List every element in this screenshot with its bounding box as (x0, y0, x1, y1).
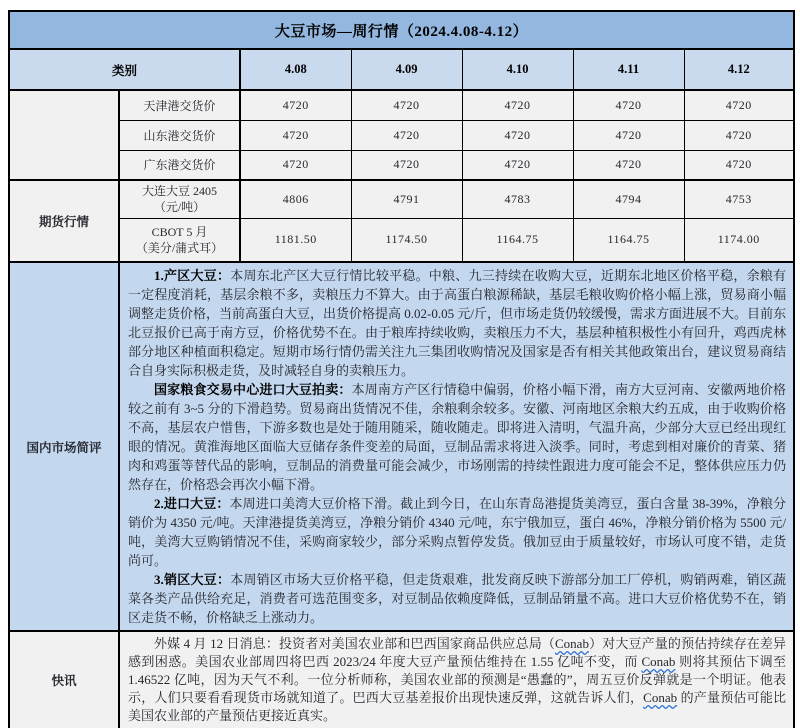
paragraph: 国家粮食交易中心进口大豆拍卖：本周南方产区行情稳中偏弱，价格小幅下滑，南方大豆河南、安徽两地价格较之前有 3~5 分的下滑趋势。贸易商出货情况不佳，余粮剩余较多。安徽、河南地区余粮大约五成，由于收购价格不高，基层农户惜售，下游多数也是处于随用随采，随收随走。即将进入清明，气温升高，少部分大豆已经出现红眼的情况。黄淮海地区面临大豆储存条件变差的局面，豆制品需求将进入淡季。同时，考虑到相对廉价的青菜、猪肉和鸡蛋等替代品的影响，豆制品的消费量可能会减少，市场刚需的持续性跟进力度可能会不足，整体供应压力仍然存在，价格恐会再次小幅下滑。 (128, 382, 787, 492)
price-cell: 1174.00 (684, 218, 794, 262)
price-cell: 4720 (351, 120, 462, 150)
review-row (9, 262, 794, 631)
futures-section-label: 期货行情 (9, 180, 119, 262)
table-row (9, 180, 794, 218)
spellcheck-word: Conab (641, 654, 676, 669)
flash-row (9, 631, 794, 728)
price-cell: 4720 (573, 90, 684, 120)
paragraph-lead: 国家粮食交易中心进口大豆拍卖： (154, 382, 352, 397)
paragraph: 2.进口大豆：本周进口美湾大豆价格下滑。截止到今日，在山东青岛港提货美湾豆，蛋白含量 38-39%，净粮分销价为 4350 元/吨。天津港提货美湾豆，净粮分销价 4340 元/吨，东宁俄加豆，蛋白 46%，净粮分销价格为 5500 元/吨，美湾大豆购销情况不佳，采购商家较少，部分采购点暂停发货。俄加豆由于质量较好，市场认可度不错，走货尚可。 (128, 496, 787, 568)
column-header-date: 4.12 (684, 49, 794, 90)
price-cell: 1174.50 (351, 218, 462, 262)
price-cell: 4720 (240, 120, 351, 150)
column-header-date: 4.09 (351, 49, 462, 90)
header-row (9, 49, 794, 90)
paragraph: 1.产区大豆：本周东北产区大豆行情比较平稳。中粮、九三持续在收购大豆，近期东北地区价格平稳，余粮有一定程度消耗，基层余粮不多，卖粮压力不算大。由于高蛋白粮源稀缺，基层毛粮收购价格小幅上涨，贸易商小幅调整走货价格，当前高蛋白大豆，出货价格提高 0.02-0.05 元/斤，但市场走货仍较缓慢，需求方面进展不大。目前东北豆报价已高于南方豆，价格优势不在。由于粮库持续收购，卖粮压力不大，基层种植积极性小有回升，鸡西虎林部分地区种植面积稳定。短期市场行情仍需关注九三集团收购情况及国家是否有相关其他政策出台，建议贸易商结合自身实际积极走货，及时减轻自身的卖粮压力。 (128, 268, 787, 378)
table-row (9, 120, 794, 150)
row-label: 山东港交货价 (119, 120, 240, 150)
row-label-line1: CBOT 5 月 (151, 224, 208, 239)
table-row (9, 90, 794, 120)
price-cell: 4720 (351, 90, 462, 120)
price-cell: 4720 (684, 90, 794, 120)
price-cell: 4791 (351, 180, 462, 218)
spellcheck-word: Conab (643, 690, 678, 705)
column-header-date: 4.08 (240, 49, 351, 90)
page-title: 大豆市场—周行情（2024.4.08-4.12） (9, 11, 794, 49)
row-label-line2: （美分/蒲式耳） (135, 240, 224, 255)
spellcheck-word: Conab (555, 636, 589, 651)
paragraph-lead: 3.销区大豆： (154, 572, 231, 587)
column-header-date: 4.10 (462, 49, 573, 90)
price-cell: 4720 (351, 150, 462, 180)
flash-text-block (119, 631, 794, 728)
row-label-line2: （元/吨） (153, 200, 206, 215)
price-cell: 4720 (573, 120, 684, 150)
table-row (9, 150, 794, 180)
price-cell: 4720 (684, 150, 794, 180)
price-cell: 4720 (573, 150, 684, 180)
soybean-weekly-table (8, 10, 795, 728)
review-text-block (119, 262, 794, 631)
paragraph-lead: 1.产区大豆： (154, 268, 231, 283)
price-cell: 4794 (573, 180, 684, 218)
flash-section-label: 快讯 (9, 631, 119, 728)
review-section-label: 国内市场简评 (9, 262, 119, 631)
price-cell: 4720 (684, 120, 794, 150)
price-cell: 4806 (240, 180, 351, 218)
row-label-line1: 大连大豆 2405 (141, 184, 217, 199)
table-row (9, 218, 794, 262)
row-label (119, 180, 240, 218)
price-cell: 1164.75 (573, 218, 684, 262)
price-cell: 4720 (462, 90, 573, 120)
price-cell: 4720 (462, 120, 573, 150)
price-cell: 4783 (462, 180, 573, 218)
row-label: 广东港交货价 (119, 150, 240, 180)
column-header-date: 4.11 (573, 49, 684, 90)
price-cell: 4753 (684, 180, 794, 218)
price-cell: 1181.50 (240, 218, 351, 262)
price-cell: 4720 (240, 150, 351, 180)
row-label: 天津港交货价 (119, 90, 240, 120)
column-header-category: 类别 (9, 49, 240, 90)
title-row (9, 11, 794, 49)
paragraph: 外媒 4 月 12 日消息：投资者对美国农业部和巴西国家商品供应总局（Conab）对大豆产量的预估持续存在差异感到困惑。美国农业部周四将巴西 2023/24 年度大豆产量预估维持在 1.55 亿吨不变，而 Conab 则将其预估下调至 1.46522 亿吨，因为天气不利。一位分析师称，美国农业部的预测是“愚蠢的”，周五豆价反弹就是一个明证。他表示，人们只要看看现货市场就知道了。巴西大豆基差报价出现快速反弹，这就告诉人们，Conab 的产量预估可能比美国农业部的产量预估更接近真实。 (128, 636, 787, 723)
paragraph: 3.销区大豆：本周销区市场大豆价格平稳，但走货艰难，批发商反映下游部分加工厂停机，购销两难，销区蔬菜各类产品供给充足，消费者可选范围变多，对豆制品依赖度降低，豆制品销量不高。进口大豆价格优势不在，销区走货不畅，价格缺乏上涨动力。 (128, 572, 787, 625)
paragraph-lead: 2.进口大豆： (154, 496, 230, 511)
price-cell: 4720 (240, 90, 351, 120)
row-label (119, 218, 240, 262)
spot-section-cell (9, 90, 119, 180)
price-cell: 1164.75 (462, 218, 573, 262)
price-cell: 4720 (462, 150, 573, 180)
